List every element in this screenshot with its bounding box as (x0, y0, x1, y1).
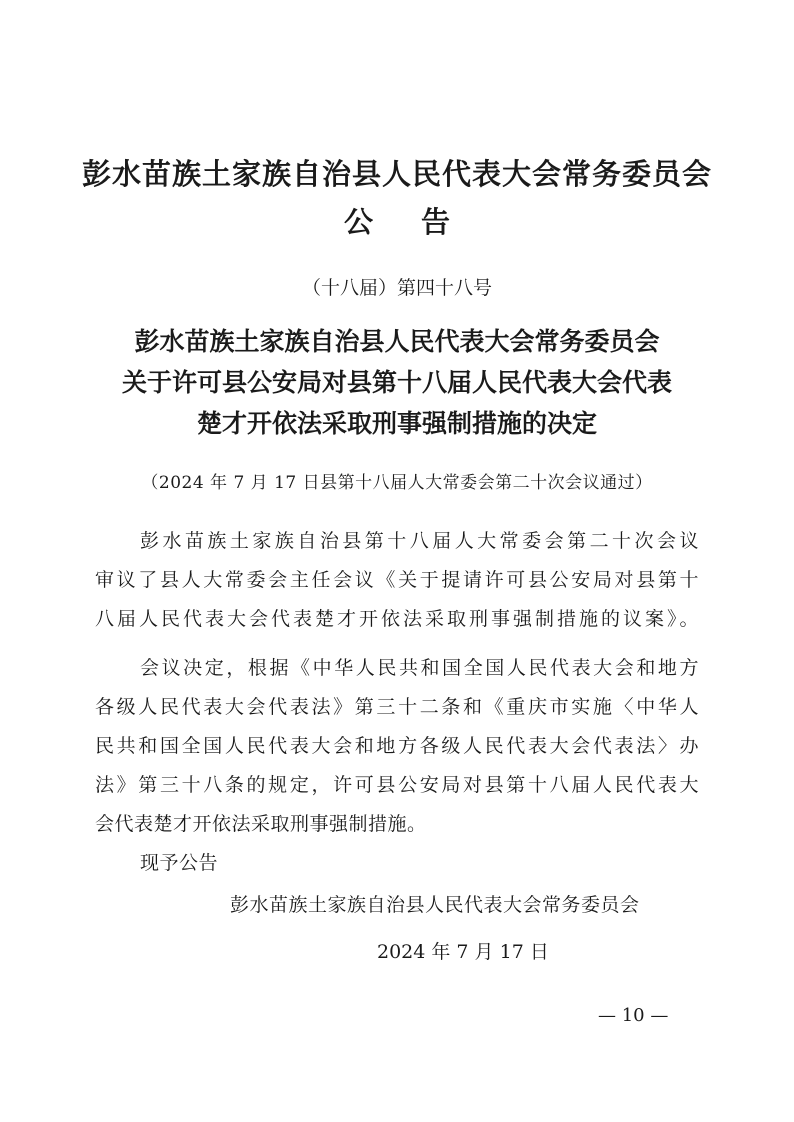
paragraph-line: 会议决定，根据《中华人民共和国全国人民代表大会和地方 (140, 657, 699, 679)
paragraph-line: 彭水苗族土家族自治县第十八届人大常委会第二十次会议 (140, 530, 699, 552)
paragraph-line: 八届人民代表大会代表楚才开依法采取刑事强制措施的议案》。 (95, 608, 699, 630)
doc-number: （十八届）第四十八号 (301, 277, 492, 299)
paragraph-line: 法》第三十八条的规定，许可县公安局对县第十八届人民代表大 (95, 774, 699, 796)
signature-date: 2024 年 7 月 17 日 (377, 941, 549, 963)
closing-line: 现予公告 (140, 852, 219, 874)
paragraph-line: 各级人民代表大会代表法》第三十二条和《重庆市实施〈中华人 (95, 696, 699, 718)
decision-title-line-3: 楚才开依法采取刑事强制措施的决定 (196, 409, 597, 438)
signature-organization: 彭水苗族土家族自治县人民代表大会常务委员会 (230, 894, 640, 916)
decision-title-line-1: 彭水苗族土家族自治县人民代表大会常务委员会 (134, 327, 660, 356)
paragraph-2 (95, 649, 699, 844)
org-title: 彭水苗族土家族自治县人民代表大会常务委员会 (81, 157, 712, 191)
doc-type-heading: 公告 (343, 205, 498, 239)
decision-title (0, 321, 794, 444)
closing-paragraph (95, 844, 699, 883)
decision-title-line-2: 关于许可县公安局对县第十八届人民代表大会代表 (121, 368, 672, 397)
paragraph-line: 会代表楚才开依法采取刑事强制措施。 (95, 813, 427, 835)
paragraph-1 (95, 522, 699, 639)
adopted-note: （2024 年 7 月 17 日县第十八届人大常委会第二十次会议通过） (141, 473, 653, 493)
page-number: — 10 — (598, 1005, 669, 1026)
paragraph-line: 审议了县人大常委会主任会议《关于提请许可县公安局对县第十 (95, 569, 699, 591)
paragraph-line: 民共和国全国人民代表大会和地方各级人民代表大会代表法〉办 (95, 735, 699, 757)
